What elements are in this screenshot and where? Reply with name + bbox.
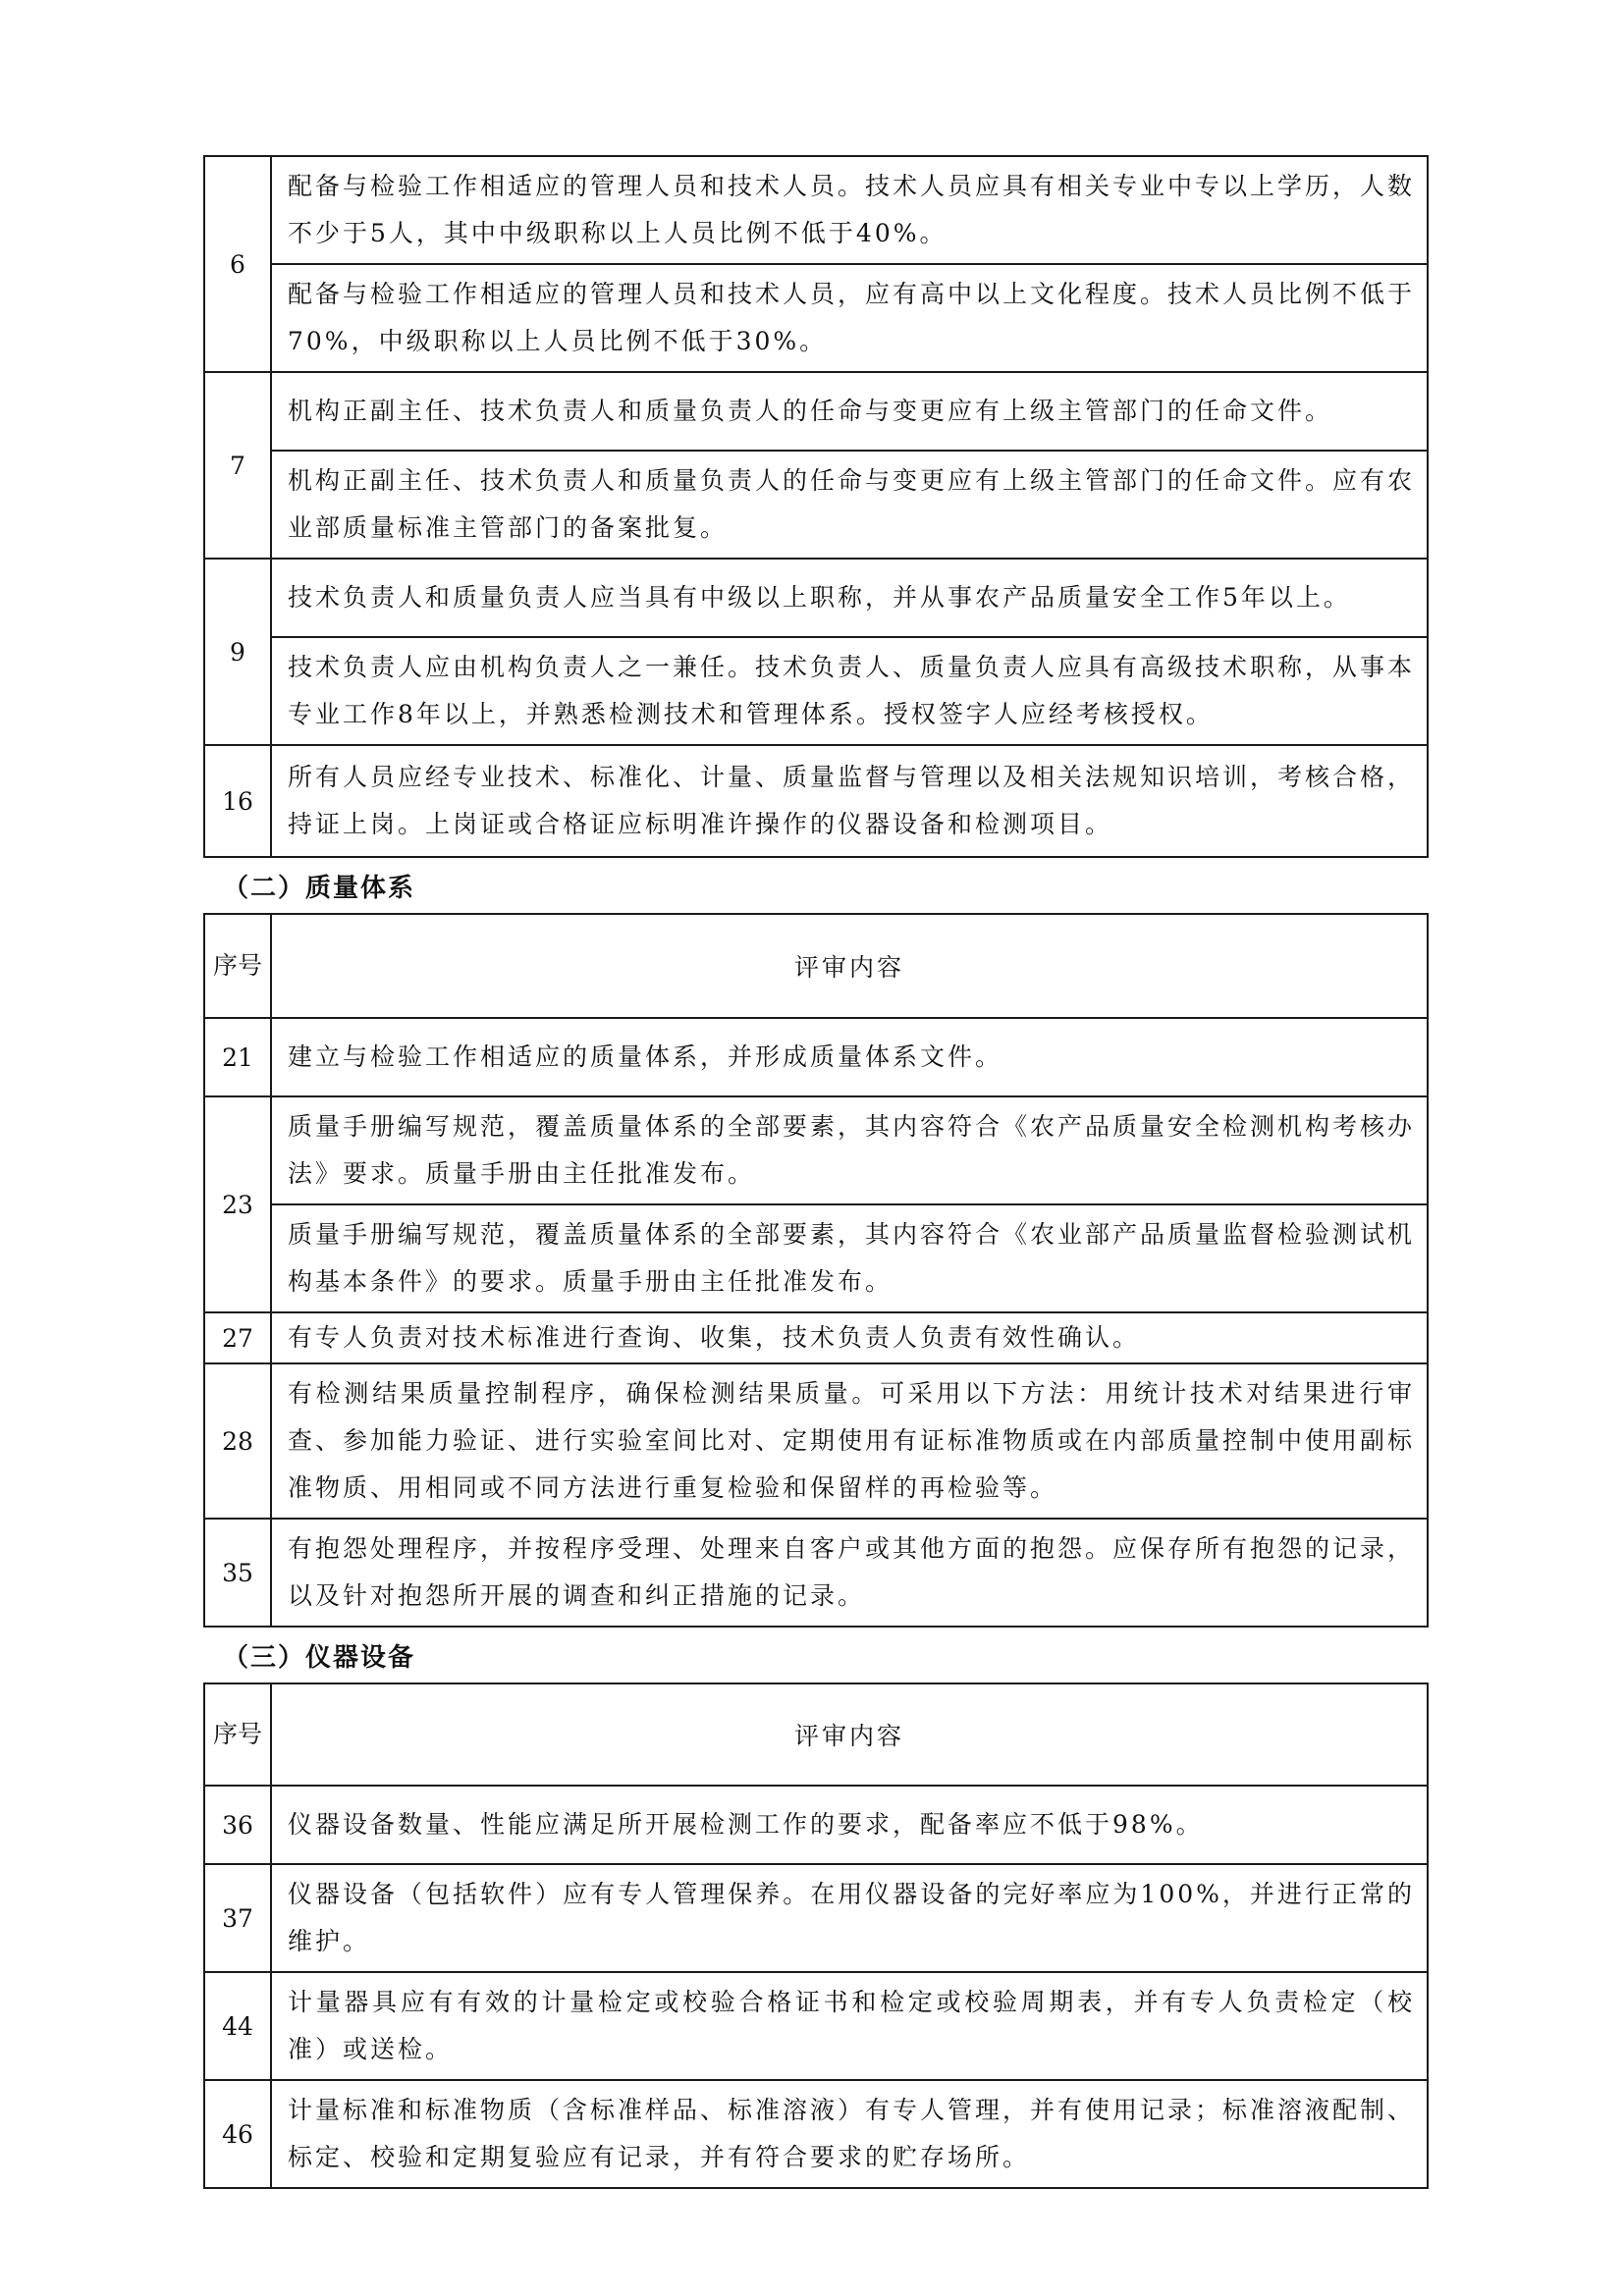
table-row	[204, 1096, 1428, 1204]
row-number: 6	[204, 156, 271, 372]
table-row	[204, 637, 1428, 745]
review-content: 技术负责人和质量负责人应当具有中级以上职称，并从事农产品质量安全工作5年以上。	[271, 559, 1428, 637]
section-title-instruments: （三）仪器设备	[223, 1643, 416, 1673]
review-content: 仪器设备（包括软件）应有专人管理保养。在用仪器设备的完好率应为100%，并进行正常的维护。	[271, 1864, 1428, 1972]
quality-system-table	[203, 913, 1429, 1628]
document-page	[203, 155, 1429, 2189]
table-row	[204, 1519, 1428, 1627]
row-number: 27	[204, 1312, 271, 1363]
section-title-quality-system: （二）质量体系	[223, 874, 416, 903]
table-row	[204, 2080, 1428, 2188]
row-number: 16	[204, 745, 271, 857]
header-serial-number: 序号	[204, 1683, 271, 1786]
row-number: 9	[204, 559, 271, 745]
row-number: 44	[204, 1972, 271, 2080]
review-content: 所有人员应经专业技术、标准化、计量、质量监督与管理以及相关法规知识培训，考核合格，持证上岗。上岗证或合格证应标明准许操作的仪器设备和检测项目。	[271, 745, 1428, 857]
table-row	[204, 745, 1428, 857]
review-content: 计量器具应有有效的计量检定或校验合格证书和检定或校验周期表，并有专人负责检定（校准）或送检。	[271, 1972, 1428, 2080]
review-content: 质量手册编写规范，覆盖质量体系的全部要素，其内容符合《农产品质量安全检测机构考核办法》要求。质量手册由主任批准发布。	[271, 1096, 1428, 1204]
table-row	[204, 1972, 1428, 2080]
table-row	[204, 1204, 1428, 1312]
table-row	[204, 1363, 1428, 1519]
table-row	[204, 1864, 1428, 1972]
review-content: 计量标准和标准物质（含标准样品、标准溶液）有专人管理，并有使用记录；标准溶液配制、标定、校验和定期复验应有记录，并有符合要求的贮存场所。	[271, 2080, 1428, 2188]
review-content: 机构正副主任、技术负责人和质量负责人的任命与变更应有上级主管部门的任命文件。应有农业部质量标准主管部门的备案批复。	[271, 451, 1428, 559]
personnel-table	[203, 155, 1429, 858]
table-row	[204, 264, 1428, 372]
table-row	[204, 372, 1428, 451]
row-number: 36	[204, 1786, 271, 1864]
review-content: 技术负责人应由机构负责人之一兼任。技术负责人、质量负责人应具有高级技术职称，从事本专业工作8年以上，并熟悉检测技术和管理体系。授权签字人应经考核授权。	[271, 637, 1428, 745]
row-number: 23	[204, 1096, 271, 1312]
review-content: 机构正副主任、技术负责人和质量负责人的任命与变更应有上级主管部门的任命文件。	[271, 372, 1428, 451]
row-number: 37	[204, 1864, 271, 1972]
review-content: 有抱怨处理程序，并按程序受理、处理来自客户或其他方面的抱怨。应保存所有抱怨的记录，以及针对抱怨所开展的调查和纠正措施的记录。	[271, 1519, 1428, 1627]
table-row	[204, 451, 1428, 559]
review-content: 质量手册编写规范，覆盖质量体系的全部要素，其内容符合《农业部产品质量监督检验测试机构基本条件》的要求。质量手册由主任批准发布。	[271, 1204, 1428, 1312]
review-content: 仪器设备数量、性能应满足所开展检测工作的要求，配备率应不低于98%。	[271, 1786, 1428, 1864]
row-number: 21	[204, 1018, 271, 1096]
header-review-content: 评审内容	[271, 1683, 1428, 1786]
review-content: 有检测结果质量控制程序，确保检测结果质量。可采用以下方法：用统计技术对结果进行审查、参加能力验证、进行实验室间比对、定期使用有证标准物质或在内部质量控制中使用副标准物质、用相同或不同方法进行重复检验和保留样的再检验等。	[271, 1363, 1428, 1519]
table-row	[204, 1312, 1428, 1363]
review-content: 建立与检验工作相适应的质量体系，并形成质量体系文件。	[271, 1018, 1428, 1096]
review-content: 配备与检验工作相适应的管理人员和技术人员，应有高中以上文化程度。技术人员比例不低于70%，中级职称以上人员比例不低于30%。	[271, 264, 1428, 372]
table-row	[204, 559, 1428, 637]
row-number: 7	[204, 372, 271, 559]
row-number: 28	[204, 1363, 271, 1519]
table-row	[204, 1018, 1428, 1096]
header-review-content: 评审内容	[271, 914, 1428, 1018]
instruments-table	[203, 1682, 1429, 2189]
table-row	[204, 1786, 1428, 1864]
review-content: 配备与检验工作相适应的管理人员和技术人员。技术人员应具有相关专业中专以上学历，人数不少于5人，其中中级职称以上人员比例不低于40%。	[271, 156, 1428, 264]
row-number: 46	[204, 2080, 271, 2188]
review-content: 有专人负责对技术标准进行查询、收集，技术负责人负责有效性确认。	[271, 1312, 1428, 1363]
table-header-row	[204, 1683, 1428, 1786]
table-row	[204, 156, 1428, 264]
row-number: 35	[204, 1519, 271, 1627]
table-header-row	[204, 914, 1428, 1018]
header-serial-number: 序号	[204, 914, 271, 1018]
